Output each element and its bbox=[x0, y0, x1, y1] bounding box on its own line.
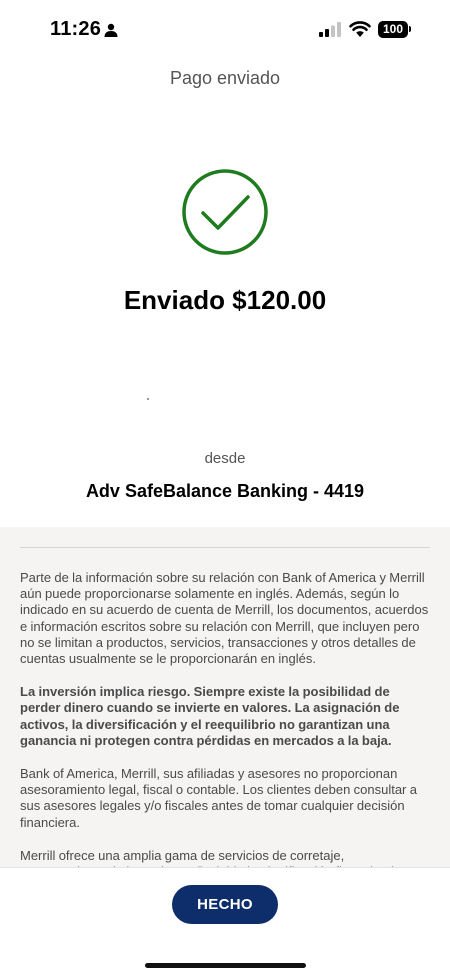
disclosure-paragraph-services: Merrill ofrece una amplia gama de servicios de corretaje, bbox=[20, 847, 345, 863]
status-time: 11:26 bbox=[50, 18, 102, 40]
home-indicator[interactable] bbox=[145, 963, 306, 968]
decorative-dot bbox=[147, 398, 149, 400]
sent-amount: Enviado $120.00 bbox=[123, 285, 327, 315]
disclosure-text bbox=[20, 570, 430, 897]
disclosure-paragraph-language: Parte de la información sobre su relación con Bank of America y Merrill aún puede proporcionarse solamente en inglés. Además, según lo indicado en su acuerdo de cuenta de Merrill, los documentos, acuerdos e información escritos sobre su relación con Merrill, que incluyen pero no se limitan a productos, servicios, transacciones y otros detalles de cuentas usualmente se le proporcionarán en inglés. bbox=[20, 570, 429, 667]
divider bbox=[20, 547, 430, 548]
cellular-signal-icon bbox=[319, 22, 341, 37]
wifi-icon bbox=[349, 20, 371, 37]
battery-icon: 100 bbox=[378, 21, 408, 38]
disclosure-paragraph-advice: Bank of America, Merrill, sus afiliadas y asesores no proporcionan asesoramiento legal, fiscal o contable. Los clientes deben consultar a sus asesores legales y/o fiscales antes de tomar cualquier decisión financiera. bbox=[20, 766, 417, 830]
person-icon bbox=[104, 23, 118, 37]
done-button[interactable]: HECHO bbox=[172, 885, 278, 924]
checkmark-circle-icon bbox=[181, 168, 269, 256]
from-label: desde bbox=[204, 450, 246, 467]
page-title: Pago enviado bbox=[169, 68, 281, 88]
disclosure-paragraph-risk: La inversión implica riesgo. Siempre existe la posibilidad de perder dinero cuando se invierte en valores. La asignación de activos, la diversificación y el reequilibrio no garantizan una ganancia ni protegen contra pérdidas en mercados a la baja. bbox=[20, 684, 400, 748]
battery-cap bbox=[409, 26, 411, 32]
source-account-name: Adv SafeBalance Banking - 4419 bbox=[85, 481, 365, 501]
status-bar bbox=[0, 0, 450, 58]
footer bbox=[0, 867, 450, 976]
disclosure-section[interactable] bbox=[0, 527, 450, 867]
